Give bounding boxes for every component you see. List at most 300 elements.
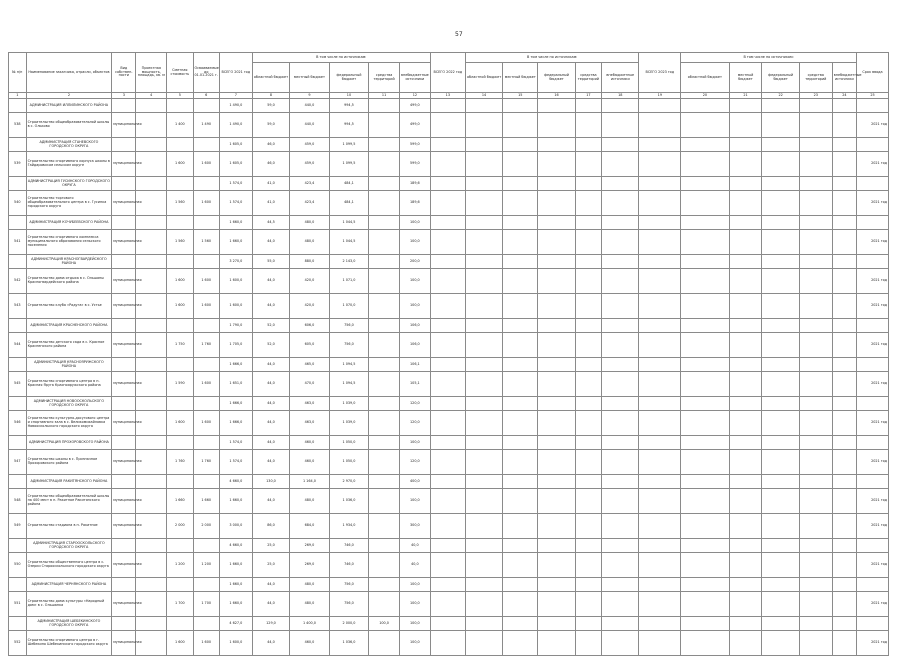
empty-cell bbox=[112, 99, 136, 113]
local-budget: 460,0 bbox=[290, 631, 330, 656]
empty-cell bbox=[465, 216, 502, 230]
empty-cell bbox=[762, 269, 799, 294]
empty-cell bbox=[681, 230, 729, 255]
empty-cell bbox=[430, 152, 465, 177]
project-row bbox=[9, 372, 889, 397]
estimated-cost: 1 760 bbox=[167, 450, 193, 475]
empty-cell bbox=[465, 578, 502, 592]
empty-cell bbox=[729, 269, 762, 294]
empty-cell bbox=[799, 450, 832, 475]
project-name: Строительство стадиона в п. Ракитное bbox=[26, 514, 112, 539]
project-name: Строительство общеобразовательной школы в с. Ольково bbox=[26, 113, 112, 138]
commissioning-deadline: 2021 год bbox=[856, 113, 888, 138]
empty-cell bbox=[538, 475, 575, 489]
territory-funds bbox=[369, 489, 400, 514]
empty-cell bbox=[538, 578, 575, 592]
empty-cell bbox=[538, 436, 575, 450]
empty-cell bbox=[430, 358, 465, 372]
empty-cell bbox=[762, 631, 799, 656]
empty-cell bbox=[538, 553, 575, 578]
agency-row bbox=[9, 216, 889, 230]
empty-cell bbox=[538, 191, 575, 216]
empty-cell bbox=[193, 578, 219, 592]
col-header-18: внебюджетные источники bbox=[602, 63, 639, 93]
empty-cell bbox=[729, 450, 762, 475]
empty-cell bbox=[681, 216, 729, 230]
territory-funds bbox=[369, 475, 400, 489]
empty-cell bbox=[762, 333, 799, 358]
total-2021: 1 660,0 bbox=[219, 578, 252, 592]
empty-cell bbox=[799, 617, 832, 631]
ownership: муниципальная bbox=[112, 191, 136, 216]
federal-budget: 1 044,5 bbox=[329, 216, 369, 230]
local-budget: 440,0 bbox=[290, 99, 330, 113]
empty-cell bbox=[799, 553, 832, 578]
territory-funds bbox=[369, 269, 400, 294]
row-number-cell bbox=[9, 539, 27, 553]
territory-funds bbox=[369, 450, 400, 475]
empty-cell bbox=[681, 539, 729, 553]
empty-cell bbox=[799, 436, 832, 450]
empty-cell bbox=[832, 191, 856, 216]
extra-budget: 499,0 bbox=[399, 99, 430, 113]
empty-cell bbox=[465, 475, 502, 489]
row-number-cell bbox=[9, 475, 27, 489]
empty-cell bbox=[575, 138, 601, 152]
local-budget: 480,0 bbox=[290, 592, 330, 617]
total-2021: 1 660,0 bbox=[219, 489, 252, 514]
project-row bbox=[9, 592, 889, 617]
project-row bbox=[9, 269, 889, 294]
empty-cell bbox=[167, 99, 193, 113]
empty-cell bbox=[832, 294, 856, 319]
agency-name: АДМИНИСТРАЦИЯ РАКИТЯНСКОГО РАЙОНА bbox=[26, 475, 112, 489]
local-budget: 423,4 bbox=[290, 177, 330, 191]
project-name: Строительство детского сада в с. Красное Красненского района bbox=[26, 333, 112, 358]
federal-budget: 1 044,5 bbox=[329, 230, 369, 255]
empty-cell bbox=[639, 216, 681, 230]
empty-cell bbox=[503, 436, 538, 450]
local-budget: 480,0 bbox=[290, 489, 330, 514]
empty-cell bbox=[799, 358, 832, 372]
extra-budget: 100,0 bbox=[399, 631, 430, 656]
empty-cell bbox=[503, 358, 538, 372]
territory-funds bbox=[369, 631, 400, 656]
col-header-5: Сметная стоимость bbox=[167, 53, 193, 93]
empty-cell bbox=[465, 372, 502, 397]
empty-cell bbox=[681, 113, 729, 138]
regional-budget: 44,0 bbox=[252, 631, 289, 656]
empty-cell bbox=[575, 475, 601, 489]
empty-cell bbox=[681, 450, 729, 475]
group-header-2021: В том числе по источникам: bbox=[252, 53, 430, 63]
empty-cell bbox=[167, 177, 193, 191]
extra-budget: 100,0 bbox=[399, 230, 430, 255]
empty-cell bbox=[639, 191, 681, 216]
empty-cell bbox=[856, 539, 888, 553]
empty-cell bbox=[503, 592, 538, 617]
column-number: 11 bbox=[369, 93, 400, 99]
empty-cell bbox=[762, 372, 799, 397]
regional-budget: 52,0 bbox=[252, 333, 289, 358]
empty-cell bbox=[639, 230, 681, 255]
extra-budget: 599,0 bbox=[399, 138, 430, 152]
total-2021: 1 666,0 bbox=[219, 397, 252, 411]
regional-budget: 44,5 bbox=[252, 216, 289, 230]
empty-cell bbox=[430, 475, 465, 489]
empty-cell bbox=[639, 475, 681, 489]
empty-cell bbox=[762, 411, 799, 436]
column-number: 13 bbox=[430, 93, 465, 99]
empty-cell bbox=[112, 255, 136, 269]
territory-funds bbox=[369, 333, 400, 358]
col-header-8: областной бюджет bbox=[252, 63, 289, 93]
territory-funds bbox=[369, 319, 400, 333]
col-header-4: Проектная мощность, площадь, кв. м bbox=[136, 53, 167, 93]
col-header-22: федеральный бюджет bbox=[762, 63, 799, 93]
empty-cell bbox=[538, 411, 575, 436]
empty-cell bbox=[799, 177, 832, 191]
completed-amount: 2 000 bbox=[193, 514, 219, 539]
extra-budget: 120,0 bbox=[399, 411, 430, 436]
empty-cell bbox=[465, 514, 502, 539]
agency-name: АДМИНИСТРАЦИЯ СТАРООСКОЛЬСКОГО ГОРОДСКОГО ОКРУГА bbox=[26, 539, 112, 553]
empty-cell bbox=[503, 319, 538, 333]
estimated-cost: 1 590 bbox=[167, 372, 193, 397]
completed-amount: 1 200 bbox=[193, 553, 219, 578]
empty-cell bbox=[681, 138, 729, 152]
empty-cell bbox=[602, 450, 639, 475]
empty-cell bbox=[856, 99, 888, 113]
estimated-cost: 1 400 bbox=[167, 113, 193, 138]
empty-cell bbox=[681, 631, 729, 656]
row-number-cell bbox=[9, 255, 27, 269]
regional-budget: 44,0 bbox=[252, 450, 289, 475]
empty-cell bbox=[465, 553, 502, 578]
ownership: муниципальная bbox=[112, 489, 136, 514]
territory-funds bbox=[369, 411, 400, 436]
empty-cell bbox=[729, 138, 762, 152]
row-number: 539 bbox=[9, 152, 27, 177]
empty-cell bbox=[112, 475, 136, 489]
empty-cell bbox=[538, 230, 575, 255]
empty-cell bbox=[602, 489, 639, 514]
empty-cell bbox=[575, 539, 601, 553]
total-2021: 4 660,0 bbox=[219, 475, 252, 489]
empty-cell bbox=[503, 514, 538, 539]
empty-cell bbox=[503, 372, 538, 397]
empty-cell bbox=[538, 514, 575, 539]
empty-cell bbox=[639, 372, 681, 397]
project-name: Строительство дома культуры «Народный дом» в с. Ольшанка bbox=[26, 592, 112, 617]
column-number: 19 bbox=[639, 93, 681, 99]
empty-cell bbox=[602, 255, 639, 269]
col-header-24: внебюджетные источники bbox=[832, 63, 856, 93]
project-row bbox=[9, 294, 889, 319]
empty-cell bbox=[832, 255, 856, 269]
regional-budget: 129,0 bbox=[252, 617, 289, 631]
territory-funds bbox=[369, 138, 400, 152]
empty-cell bbox=[799, 411, 832, 436]
federal-budget: 994,5 bbox=[329, 99, 369, 113]
empty-cell bbox=[832, 489, 856, 514]
commissioning-deadline: 2021 год bbox=[856, 631, 888, 656]
agency-name: АДМИНИСТРАЦИЯ ПРОХОРОВСКОГО РАЙОНА bbox=[26, 436, 112, 450]
empty-cell bbox=[503, 539, 538, 553]
empty-cell bbox=[538, 255, 575, 269]
total-2021: 3 270,0 bbox=[219, 255, 252, 269]
empty-cell bbox=[832, 138, 856, 152]
column-number: 18 bbox=[602, 93, 639, 99]
empty-cell bbox=[639, 539, 681, 553]
agency-row bbox=[9, 177, 889, 191]
federal-budget: 1 099,5 bbox=[329, 152, 369, 177]
empty-cell bbox=[681, 592, 729, 617]
empty-cell bbox=[538, 489, 575, 514]
total-2021: 3 000,0 bbox=[219, 514, 252, 539]
empty-cell bbox=[729, 152, 762, 177]
territory-funds bbox=[369, 436, 400, 450]
empty-cell bbox=[832, 113, 856, 138]
empty-cell bbox=[729, 411, 762, 436]
empty-cell bbox=[602, 294, 639, 319]
col-header-25: Срок ввода bbox=[856, 53, 888, 93]
regional-budget: 59,0 bbox=[252, 113, 289, 138]
row-number-cell bbox=[9, 319, 27, 333]
empty-cell bbox=[538, 99, 575, 113]
federal-budget: 1 094,5 bbox=[329, 372, 369, 397]
empty-cell bbox=[762, 255, 799, 269]
empty-cell bbox=[465, 113, 502, 138]
ownership: муниципальная bbox=[112, 333, 136, 358]
empty-cell bbox=[503, 411, 538, 436]
empty-cell bbox=[193, 138, 219, 152]
empty-cell bbox=[430, 269, 465, 294]
empty-cell bbox=[430, 333, 465, 358]
empty-cell bbox=[136, 475, 167, 489]
estimated-cost: 1 600 bbox=[167, 152, 193, 177]
empty-cell bbox=[602, 138, 639, 152]
empty-cell bbox=[430, 113, 465, 138]
empty-cell bbox=[639, 397, 681, 411]
empty-cell bbox=[575, 436, 601, 450]
empty-cell bbox=[602, 514, 639, 539]
agency-name: АДМИНИСТРАЦИЯ КРАСНОЯРУЖСКОГО РАЙОНА bbox=[26, 358, 112, 372]
empty-cell bbox=[430, 216, 465, 230]
local-budget: 420,0 bbox=[290, 294, 330, 319]
local-budget: 269,0 bbox=[290, 553, 330, 578]
empty-cell bbox=[729, 99, 762, 113]
regional-budget: 25,0 bbox=[252, 553, 289, 578]
empty-cell bbox=[112, 358, 136, 372]
row-number: 540 bbox=[9, 191, 27, 216]
commissioning-deadline: 2021 год bbox=[856, 191, 888, 216]
commissioning-deadline: 2021 год bbox=[856, 592, 888, 617]
empty-cell bbox=[729, 578, 762, 592]
empty-cell bbox=[799, 539, 832, 553]
estimated-cost: 1 200 bbox=[167, 553, 193, 578]
total-2021: 1 574,0 bbox=[219, 450, 252, 475]
empty-cell bbox=[430, 436, 465, 450]
empty-cell bbox=[465, 191, 502, 216]
territory-funds bbox=[369, 514, 400, 539]
territory-funds bbox=[369, 191, 400, 216]
empty-cell bbox=[503, 397, 538, 411]
empty-cell bbox=[602, 539, 639, 553]
empty-cell bbox=[681, 372, 729, 397]
empty-cell bbox=[575, 230, 601, 255]
empty-cell bbox=[856, 138, 888, 152]
empty-cell bbox=[639, 269, 681, 294]
empty-cell bbox=[465, 152, 502, 177]
empty-cell bbox=[799, 152, 832, 177]
ownership: муниципальная bbox=[112, 411, 136, 436]
empty-cell bbox=[729, 436, 762, 450]
federal-budget: 756,0 bbox=[329, 333, 369, 358]
extra-budget: 400,0 bbox=[399, 475, 430, 489]
page-number: 57 bbox=[455, 31, 463, 38]
extra-budget: 105,1 bbox=[399, 372, 430, 397]
empty-cell bbox=[856, 255, 888, 269]
empty-cell bbox=[639, 617, 681, 631]
empty-cell bbox=[832, 397, 856, 411]
empty-cell bbox=[538, 450, 575, 475]
empty-cell bbox=[762, 177, 799, 191]
federal-budget: 1 039,0 bbox=[329, 397, 369, 411]
column-number: 10 bbox=[329, 93, 369, 99]
extra-budget: 300,0 bbox=[399, 514, 430, 539]
empty-cell bbox=[503, 617, 538, 631]
territory-funds bbox=[369, 152, 400, 177]
empty-cell bbox=[681, 319, 729, 333]
empty-cell bbox=[729, 319, 762, 333]
empty-cell bbox=[112, 397, 136, 411]
extra-budget: 100,0 bbox=[399, 578, 430, 592]
empty-cell bbox=[575, 450, 601, 475]
empty-cell bbox=[575, 99, 601, 113]
empty-cell bbox=[602, 553, 639, 578]
empty-cell bbox=[729, 177, 762, 191]
empty-cell bbox=[681, 617, 729, 631]
commissioning-deadline: 2021 год bbox=[856, 489, 888, 514]
empty-cell bbox=[681, 436, 729, 450]
local-budget: 440,0 bbox=[290, 113, 330, 138]
total-2021: 1 666,0 bbox=[219, 358, 252, 372]
federal-budget: 484,1 bbox=[329, 191, 369, 216]
regional-budget: 41,0 bbox=[252, 191, 289, 216]
extra-budget: 40,0 bbox=[399, 553, 430, 578]
column-number: 16 bbox=[538, 93, 575, 99]
column-number: 5 bbox=[167, 93, 193, 99]
empty-cell bbox=[430, 514, 465, 539]
completed-amount: 1 760 bbox=[193, 450, 219, 475]
empty-cell bbox=[799, 319, 832, 333]
empty-cell bbox=[538, 294, 575, 319]
row-number: 550 bbox=[9, 553, 27, 578]
empty-cell bbox=[762, 138, 799, 152]
empty-cell bbox=[856, 578, 888, 592]
empty-cell bbox=[602, 397, 639, 411]
empty-cell bbox=[762, 592, 799, 617]
total-2021: 1 666,0 bbox=[219, 411, 252, 436]
empty-cell bbox=[465, 333, 502, 358]
empty-cell bbox=[681, 411, 729, 436]
empty-cell bbox=[832, 553, 856, 578]
row-number-cell bbox=[9, 138, 27, 152]
agency-row bbox=[9, 255, 889, 269]
empty-cell bbox=[681, 489, 729, 514]
empty-cell bbox=[639, 631, 681, 656]
agency-name: АДМИНИСТРАЦИЯ КРАСНОГВАРДЕЙСКОГО РАЙОНА bbox=[26, 255, 112, 269]
commissioning-deadline: 2021 год bbox=[856, 411, 888, 436]
completed-amount: 1 600 bbox=[193, 411, 219, 436]
empty-cell bbox=[856, 475, 888, 489]
empty-cell bbox=[762, 99, 799, 113]
ownership: муниципальная bbox=[112, 113, 136, 138]
ownership: муниципальная bbox=[112, 372, 136, 397]
empty-cell bbox=[799, 489, 832, 514]
empty-cell bbox=[832, 539, 856, 553]
completed-amount: 1 600 bbox=[193, 372, 219, 397]
empty-cell bbox=[430, 617, 465, 631]
empty-cell bbox=[832, 450, 856, 475]
empty-cell bbox=[762, 152, 799, 177]
estimated-cost: 1 600 bbox=[167, 294, 193, 319]
project-name: Строительство дома отдыха в с. Ольшаны Красногвардейского района bbox=[26, 269, 112, 294]
empty-cell bbox=[681, 358, 729, 372]
commissioning-deadline: 2021 год bbox=[856, 450, 888, 475]
extra-budget: 100,0 bbox=[399, 489, 430, 514]
investment-table bbox=[8, 52, 889, 656]
empty-cell bbox=[193, 475, 219, 489]
regional-budget: 59,0 bbox=[252, 99, 289, 113]
row-number-cell bbox=[9, 436, 27, 450]
ownership: муниципальная bbox=[112, 152, 136, 177]
federal-budget: 1 070,0 bbox=[329, 294, 369, 319]
empty-cell bbox=[575, 113, 601, 138]
column-number: 24 bbox=[832, 93, 856, 99]
empty-cell bbox=[538, 216, 575, 230]
extra-budget: 100,0 bbox=[399, 592, 430, 617]
empty-cell bbox=[430, 372, 465, 397]
agency-name: АДМИНИСТРАЦИЯ ГУСИНСКОГО ГОРОДСКОГО ОКРУГА bbox=[26, 177, 112, 191]
empty-cell bbox=[193, 319, 219, 333]
empty-cell bbox=[430, 411, 465, 436]
empty-cell bbox=[832, 177, 856, 191]
empty-cell bbox=[465, 450, 502, 475]
empty-cell bbox=[639, 152, 681, 177]
empty-cell bbox=[575, 152, 601, 177]
empty-cell bbox=[681, 514, 729, 539]
empty-cell bbox=[503, 269, 538, 294]
project-row bbox=[9, 489, 889, 514]
completed-amount: 1 600 bbox=[193, 294, 219, 319]
project-row bbox=[9, 411, 889, 436]
empty-cell bbox=[167, 138, 193, 152]
local-budget: 423,4 bbox=[290, 191, 330, 216]
territory-funds bbox=[369, 230, 400, 255]
empty-cell bbox=[465, 177, 502, 191]
empty-cell bbox=[503, 631, 538, 656]
local-budget: 684,0 bbox=[290, 514, 330, 539]
federal-budget: 2 970,0 bbox=[329, 475, 369, 489]
empty-cell bbox=[832, 319, 856, 333]
empty-cell bbox=[167, 436, 193, 450]
empty-cell bbox=[639, 578, 681, 592]
agency-row bbox=[9, 319, 889, 333]
empty-cell bbox=[112, 177, 136, 191]
column-number: 2 bbox=[26, 93, 112, 99]
